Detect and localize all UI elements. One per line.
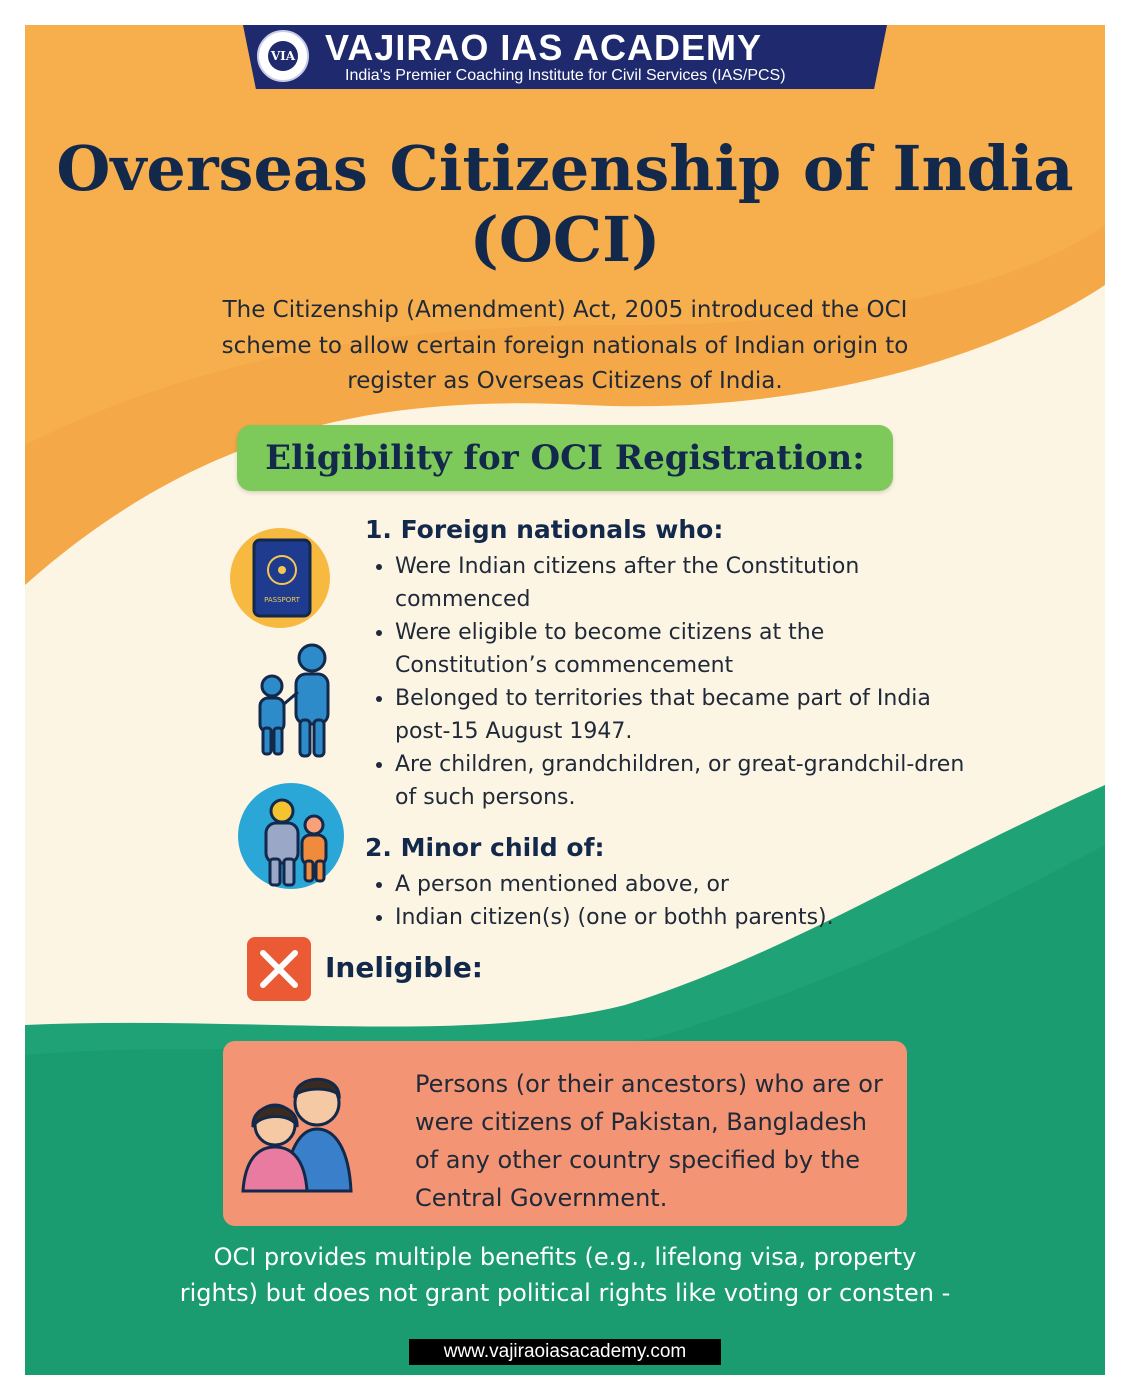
section-minor-child [365, 833, 965, 934]
criteria-list [365, 550, 965, 814]
criteria-list [365, 868, 965, 934]
poster [25, 25, 1105, 1375]
list-item: • Are children, grandchildren, or great-grandchil-dren of such persons. [395, 748, 965, 814]
brand-name: VAJIRAO IAS ACADEMY [325, 27, 763, 68]
section-foreign-nationals [365, 515, 965, 814]
page-title: Overseas Citizenship of India (OCI) [56, 132, 1074, 277]
ineligible-description: Persons (or their ancestors) who are or were citizens of Pakistan, Bangladesh of any other country specified by the Central Government. [415, 1070, 883, 1212]
ineligible-label: Ineligible: [325, 951, 484, 984]
close-icon [247, 937, 311, 1001]
brand-tagline: India's Premier Coaching Institute for Civil Services (IAS/PCS) [345, 67, 786, 84]
passport-label: PASSPORT [264, 596, 300, 604]
family-icon [238, 783, 344, 889]
parent-child-icon [250, 640, 340, 760]
couple-icon [235, 1065, 359, 1195]
intro-text: The Citizenship (Amendment) Act, 2005 introduced the OCI scheme to allow certain foreign nationals of Indian origin to register as Overseas Citizens of India. [221, 297, 909, 395]
section-title: 2. Minor child of: [365, 833, 605, 862]
list-item: • Were Indian citizens after the Constitution commenced [395, 550, 965, 616]
list-item: • Indian citizen(s) (one or bothh parents). [395, 901, 965, 934]
list-item: • Belonged to territories that became part of India post-15 August 1947. [395, 682, 965, 748]
logo-text: VIA [268, 41, 298, 71]
passport-icon [230, 528, 330, 628]
academy-logo [257, 30, 309, 82]
eligibility-heading: Eligibility for OCI Registration: [237, 425, 893, 491]
list-item: • Were eligible to become citizens at the Constitution’s commencement [395, 616, 965, 682]
list-item: • A person mentioned above, or [395, 868, 965, 901]
website-link[interactable]: www.vajiraoiasacademy.com [409, 1339, 721, 1365]
benefits-note: OCI provides multiple benefits (e.g., lifelong visa, property rights) but does not grant political rights like voting or consten - [179, 1243, 951, 1307]
section-title: 1. Foreign nationals who: [365, 515, 724, 544]
